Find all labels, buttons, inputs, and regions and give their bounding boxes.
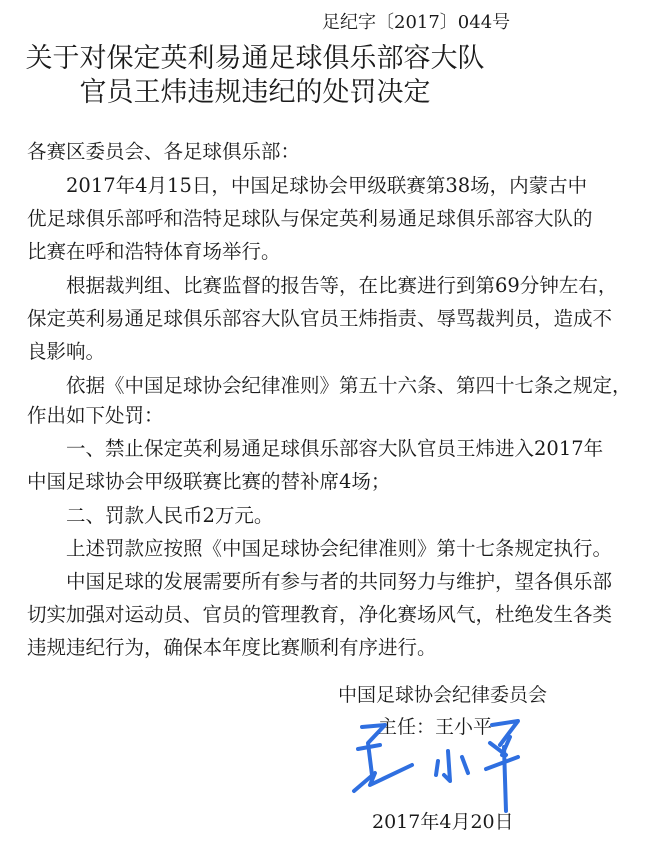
signature-stroke bbox=[358, 745, 380, 749]
document-number: 足纪字〔2017〕044号 bbox=[322, 12, 511, 33]
body-line: 2017年4月15日，中国足球协会甲级联赛第38场，内蒙古中 bbox=[27, 174, 588, 197]
body-line: 优足球俱乐部呼和浩特足球队与保定英利易通足球俱乐部容大队的 bbox=[27, 207, 593, 230]
body-line: 中国足球协会甲级联赛比赛的替补席4场； bbox=[27, 470, 391, 493]
body-line: 根据裁判组、比赛监督的报告等，在比赛进行到第69分钟左右， bbox=[27, 274, 618, 297]
signature-stroke bbox=[504, 747, 506, 811]
director-name: 主任：王小平 bbox=[378, 716, 493, 738]
decision-date: 2017年4月20日 bbox=[372, 811, 514, 833]
body-line: 二、罚款人民币2万元。 bbox=[27, 504, 274, 527]
handwritten-signature bbox=[340, 715, 540, 815]
signature-stroke bbox=[436, 761, 438, 775]
title-line-1: 关于对保定英利易通足球俱乐部容大队 bbox=[25, 43, 485, 74]
signature-stroke bbox=[486, 757, 518, 769]
body-line: 一、禁止保定英利易通足球俱乐部容大队官员王炜进入2017年 bbox=[27, 437, 604, 460]
body-line: 各赛区委员会、各足球俱乐部： bbox=[27, 140, 301, 163]
body-line: 保定英利易通足球俱乐部容大队官员王炜指责、辱骂裁判员，造成不 bbox=[27, 307, 613, 330]
signature-stroke bbox=[462, 757, 468, 773]
body-line: 良影响。 bbox=[27, 340, 106, 363]
body-line: 中国足球的发展需要所有参与者的共同努力与维护，望各俱乐部 bbox=[27, 570, 613, 593]
body-line: 比赛在呼和浩特体育场举行。 bbox=[27, 240, 281, 263]
signature-stroke bbox=[444, 751, 450, 781]
issuing-organization: 中国足球协会纪律委员会 bbox=[338, 684, 548, 706]
body-line: 切实加强对运动员、官员的管理教育，净化赛场风气，杜绝发生各类 bbox=[27, 603, 613, 626]
signature-stroke bbox=[354, 765, 412, 791]
body-line: 上述罚款应按照《中国足球协会纪律准则》第十七条规定执行。 bbox=[27, 537, 613, 560]
body-line: 违规违纪行为，确保本年度比赛顺利有序进行。 bbox=[27, 636, 437, 659]
signature-stroke bbox=[492, 721, 518, 745]
body-line: 依据《中国足球协会纪律准则》第五十六条、第四十七条之规定， bbox=[27, 374, 632, 397]
title-line-2: 官员王炜违规违纪的处罚决定 bbox=[79, 77, 431, 108]
body-line: 作出如下处罚： bbox=[27, 404, 164, 427]
signature-stroke bbox=[362, 725, 385, 775]
